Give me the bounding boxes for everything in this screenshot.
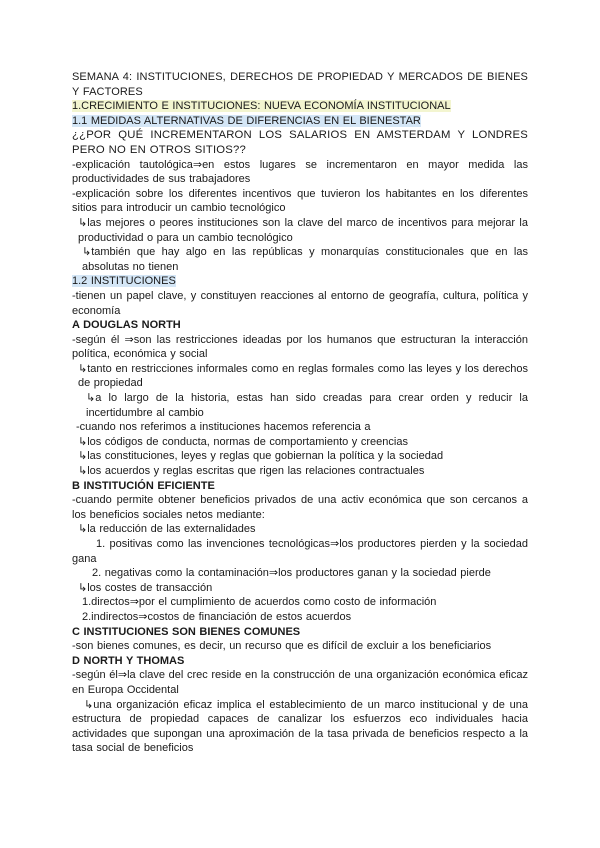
paragraph: ↳a lo largo de la historia, estas han sido creadas para crear orden y reducir la incertidumbre al cambio — [86, 392, 528, 419]
subheading-d: D NORTH Y THOMAS — [72, 654, 185, 667]
subheading-a: A DOUGLAS NORTH — [72, 319, 181, 332]
paragraph: ↳los acuerdos y reglas escritas que rigen las relaciones contractuales — [78, 465, 425, 478]
section-heading-1-1-text: 1.1 MEDIDAS ALTERNATIVAS DE DIFERENCIAS EN EL BIENESTAR — [72, 114, 421, 127]
subheading-c: C INSTITUCIONES SON BIENES COMUNES — [72, 625, 301, 638]
paragraph: ↳los costes de transacción — [78, 581, 213, 594]
section-heading-1-2 — [72, 274, 528, 289]
section-heading-1 — [72, 99, 528, 114]
paragraph: 1. positivas como las invenciones tecnológicas⇒los productores pierden y la sociedad gana — [72, 538, 528, 565]
paragraph: -cuando permite obtener beneficios privados de una activ económica que son cercanos a los beneficios sociales netos mediante: — [72, 494, 528, 521]
paragraph: ↳tanto en restricciones informales como en reglas formales como las leyes y los derechos de propiedad — [78, 362, 528, 390]
section-heading-1-2-text: 1.2 INSTITUCIONES — [72, 275, 176, 288]
paragraph: 2. negativas como la contaminación⇒los productores ganan y la sociedad pierde — [92, 567, 491, 580]
question-text: ¿¿POR QUÉ INCREMENTARON LOS SALARIOS EN AMSTERDAM Y LONDRES PERO NO EN OTROS SITIOS?? — [72, 129, 528, 156]
section-heading-1-text: 1.CRECIMIENTO E INSTITUCIONES: NUEVA ECONOMÍA INSTITUCIONAL — [72, 100, 451, 113]
subheading-b: B INSTITUCIÓN EFICIENTE — [72, 479, 215, 492]
paragraph: 1.directos⇒por el cumplimiento de acuerdos como costo de información — [82, 596, 437, 609]
paragraph: -explicación sobre los diferentes incentivos que tuvieron los habitantes en los diferentes sitios para introducir un cambio tecnológico — [72, 187, 528, 215]
paragraph: ↳las mejores o peores instituciones son la clave del marco de incentivos para mejorar la productividad o para un cambio tecnológico — [78, 216, 528, 244]
paragraph: -según él⇒la clave del crec reside en la construcción de una organización económica eficaz en Europa Occidental — [72, 669, 528, 696]
paragraph: -explicación tautológica⇒en estos lugares se incrementaron en mayor medida las productividades de sus trabajadores — [72, 158, 528, 186]
paragraph: 2.indirectos⇒costos de financiación de estos acuerdos — [82, 610, 352, 623]
paragraph: ↳también que hay algo en las repúblicas y monarquías constitucionales que en las absolutas no tienen — [82, 246, 528, 273]
section-heading-1-1 — [72, 114, 528, 129]
paragraph: ↳las constituciones, leyes y reglas que gobiernan la política y la sociedad — [78, 450, 444, 463]
paragraph: -cuando nos referimos a instituciones hacemos referencia a — [76, 421, 371, 434]
paragraph: -según él ⇒son las restricciones ideadas por los humanos que estructuran la interacción política, económica y social — [72, 333, 528, 361]
paragraph: ↳la reducción de las externalidades — [78, 523, 256, 536]
paragraph: ↳los códigos de conducta, normas de comportamiento y creencias — [78, 435, 408, 448]
paragraph: -son bienes comunes, es decir, un recurso que es difícil de excluir a los beneficiarios — [72, 640, 492, 653]
paragraph: -tienen un papel clave, y constituyen reacciones al entorno de geografía, cultura, política y economía — [72, 289, 528, 317]
document-title: SEMANA 4: INSTITUCIONES, DERECHOS DE PROPIEDAD Y MERCADOS DE BIENES Y FACTORES — [72, 71, 528, 98]
paragraph: ↳una organización eficaz implica el establecimiento de un marco institucional y de una estructura de propiedad capaces de canalizar los esfuerzos eco individuales hacia actividades que supongan una aproximación de la tasa privada de beneficios respecto a la tasa social de beneficios — [72, 698, 528, 755]
